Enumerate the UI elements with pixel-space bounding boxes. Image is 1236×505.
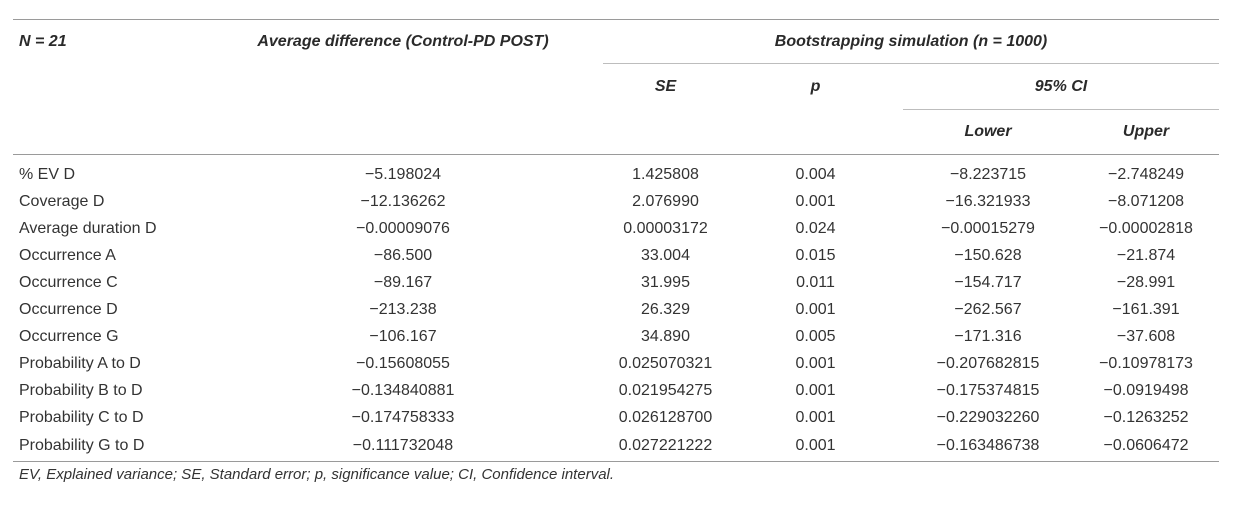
avg-diff-cell: −0.134840881 bbox=[351, 381, 455, 399]
avg-diff-cell: −0.111732048 bbox=[203, 431, 603, 462]
p-cell: 0.001 bbox=[795, 192, 836, 210]
table-row bbox=[13, 188, 1219, 215]
ci-lower-cell: −8.223715 bbox=[949, 165, 1027, 183]
se-cell: 0.025070321 bbox=[618, 354, 713, 372]
ci-upper-cell: −8.071208 bbox=[1107, 192, 1185, 210]
ci-upper-cell: −0.1263252 bbox=[1103, 408, 1189, 426]
ci-upper-cell: −0.10978173 bbox=[1099, 354, 1193, 372]
table-row bbox=[13, 377, 1219, 404]
avg-diff-cell: −0.15608055 bbox=[356, 354, 450, 372]
avg-diff-cell: −0.00009076 bbox=[356, 219, 450, 237]
p-cell: 0.011 bbox=[796, 273, 835, 291]
avg-diff-cell: −89.167 bbox=[373, 273, 433, 291]
header-spacer bbox=[728, 110, 903, 155]
se-cell: 1.425808 bbox=[632, 165, 699, 183]
lower-header: Lower bbox=[903, 110, 1073, 155]
ci-upper-cell: −37.608 bbox=[1116, 327, 1176, 345]
se-header: SE bbox=[654, 77, 677, 95]
table-row bbox=[13, 404, 1219, 431]
p-cell: 0.001 bbox=[728, 431, 903, 462]
p-cell: 0.001 bbox=[795, 354, 836, 372]
row-label: Occurrence D bbox=[19, 300, 118, 318]
avg-diff-cell: −5.198024 bbox=[364, 165, 442, 183]
row-label: % EV D bbox=[19, 165, 76, 183]
p-cell: 0.005 bbox=[795, 327, 836, 345]
row-label: Probability C to D bbox=[19, 408, 144, 426]
ci-upper-cell: −0.0606472 bbox=[1073, 431, 1219, 462]
table-row bbox=[13, 431, 1219, 462]
ci-lower-cell: −0.207682815 bbox=[936, 354, 1040, 372]
table-row bbox=[13, 242, 1219, 269]
row-label: Coverage D bbox=[19, 192, 105, 210]
row-label: Occurrence A bbox=[19, 246, 116, 264]
se-cell: 33.004 bbox=[641, 246, 690, 264]
row-label: Average duration D bbox=[19, 219, 157, 237]
avg-diff-cell: −106.167 bbox=[369, 327, 437, 345]
ci-upper-cell: −0.00002818 bbox=[1099, 219, 1193, 237]
p-cell: 0.024 bbox=[795, 219, 836, 237]
p-cell: 0.015 bbox=[795, 246, 836, 264]
ci-lower-cell: −0.229032260 bbox=[936, 408, 1040, 426]
ci-lower-cell: −171.316 bbox=[954, 327, 1022, 345]
results-table bbox=[13, 19, 1219, 462]
header-spacer bbox=[603, 110, 728, 155]
p-cell: 0.001 bbox=[795, 408, 836, 426]
table-row bbox=[13, 269, 1219, 296]
avg-diff-cell: −86.500 bbox=[373, 246, 433, 264]
bootstrap-header: Bootstrapping simulation (n = 1000) bbox=[603, 20, 1219, 64]
ci-lower-cell: −0.175374815 bbox=[936, 381, 1040, 399]
ci-lower-cell: −0.163486738 bbox=[903, 431, 1073, 462]
p-cell: 0.001 bbox=[795, 300, 836, 318]
se-cell: 0.027221222 bbox=[603, 431, 728, 462]
ci-upper-cell: −0.0919498 bbox=[1103, 381, 1189, 399]
se-cell: 31.995 bbox=[641, 273, 690, 291]
avg-diff-cell: −0.174758333 bbox=[351, 408, 455, 426]
ci-lower-cell: −0.00015279 bbox=[941, 219, 1035, 237]
ci-lower-cell: −150.628 bbox=[954, 246, 1022, 264]
header-spacer bbox=[13, 110, 203, 155]
table-footnote: EV, Explained variance; SE, Standard error; p, significance value; CI, Confidence interval. bbox=[19, 466, 615, 483]
se-cell: 34.890 bbox=[641, 327, 690, 345]
table-row bbox=[13, 350, 1219, 377]
row-label: Probability G to D bbox=[13, 431, 203, 462]
se-cell: 2.076990 bbox=[632, 192, 699, 210]
p-cell: 0.001 bbox=[795, 381, 836, 399]
ci-lower-cell: −154.717 bbox=[954, 273, 1022, 291]
row-label: Probability A to D bbox=[19, 354, 141, 372]
se-cell: 0.00003172 bbox=[623, 219, 708, 237]
table-body bbox=[13, 155, 1219, 462]
ci-upper-cell: −21.874 bbox=[1116, 246, 1176, 264]
avg-diff-cell: −213.238 bbox=[369, 300, 437, 318]
p-cell: 0.004 bbox=[795, 165, 836, 183]
ci-upper-cell: −2.748249 bbox=[1107, 165, 1185, 183]
header-spacer bbox=[203, 64, 603, 110]
avg-diff-header: Average difference (Control-PD POST) bbox=[203, 20, 603, 64]
upper-header: Upper bbox=[1073, 110, 1219, 155]
table-row bbox=[13, 296, 1219, 323]
row-label: Occurrence C bbox=[19, 273, 118, 291]
ci-upper-cell: −28.991 bbox=[1116, 273, 1176, 291]
se-cell: 0.026128700 bbox=[618, 408, 713, 426]
header-spacer bbox=[13, 64, 203, 110]
row-label: Occurrence G bbox=[19, 327, 119, 345]
p-header: p bbox=[810, 77, 821, 95]
n-header: N = 21 bbox=[13, 20, 203, 64]
header-spacer bbox=[203, 110, 603, 155]
row-label: Probability B to D bbox=[19, 381, 143, 399]
table-header bbox=[13, 20, 1219, 155]
table-row bbox=[13, 215, 1219, 242]
table-row bbox=[13, 155, 1219, 189]
se-cell: 0.021954275 bbox=[618, 381, 713, 399]
ci-header: 95% CI bbox=[903, 64, 1219, 110]
se-cell: 26.329 bbox=[641, 300, 690, 318]
avg-diff-cell: −12.136262 bbox=[360, 192, 446, 210]
ci-lower-cell: −16.321933 bbox=[945, 192, 1031, 210]
ci-upper-cell: −161.391 bbox=[1112, 300, 1180, 318]
table-row bbox=[13, 323, 1219, 350]
ci-lower-cell: −262.567 bbox=[954, 300, 1022, 318]
